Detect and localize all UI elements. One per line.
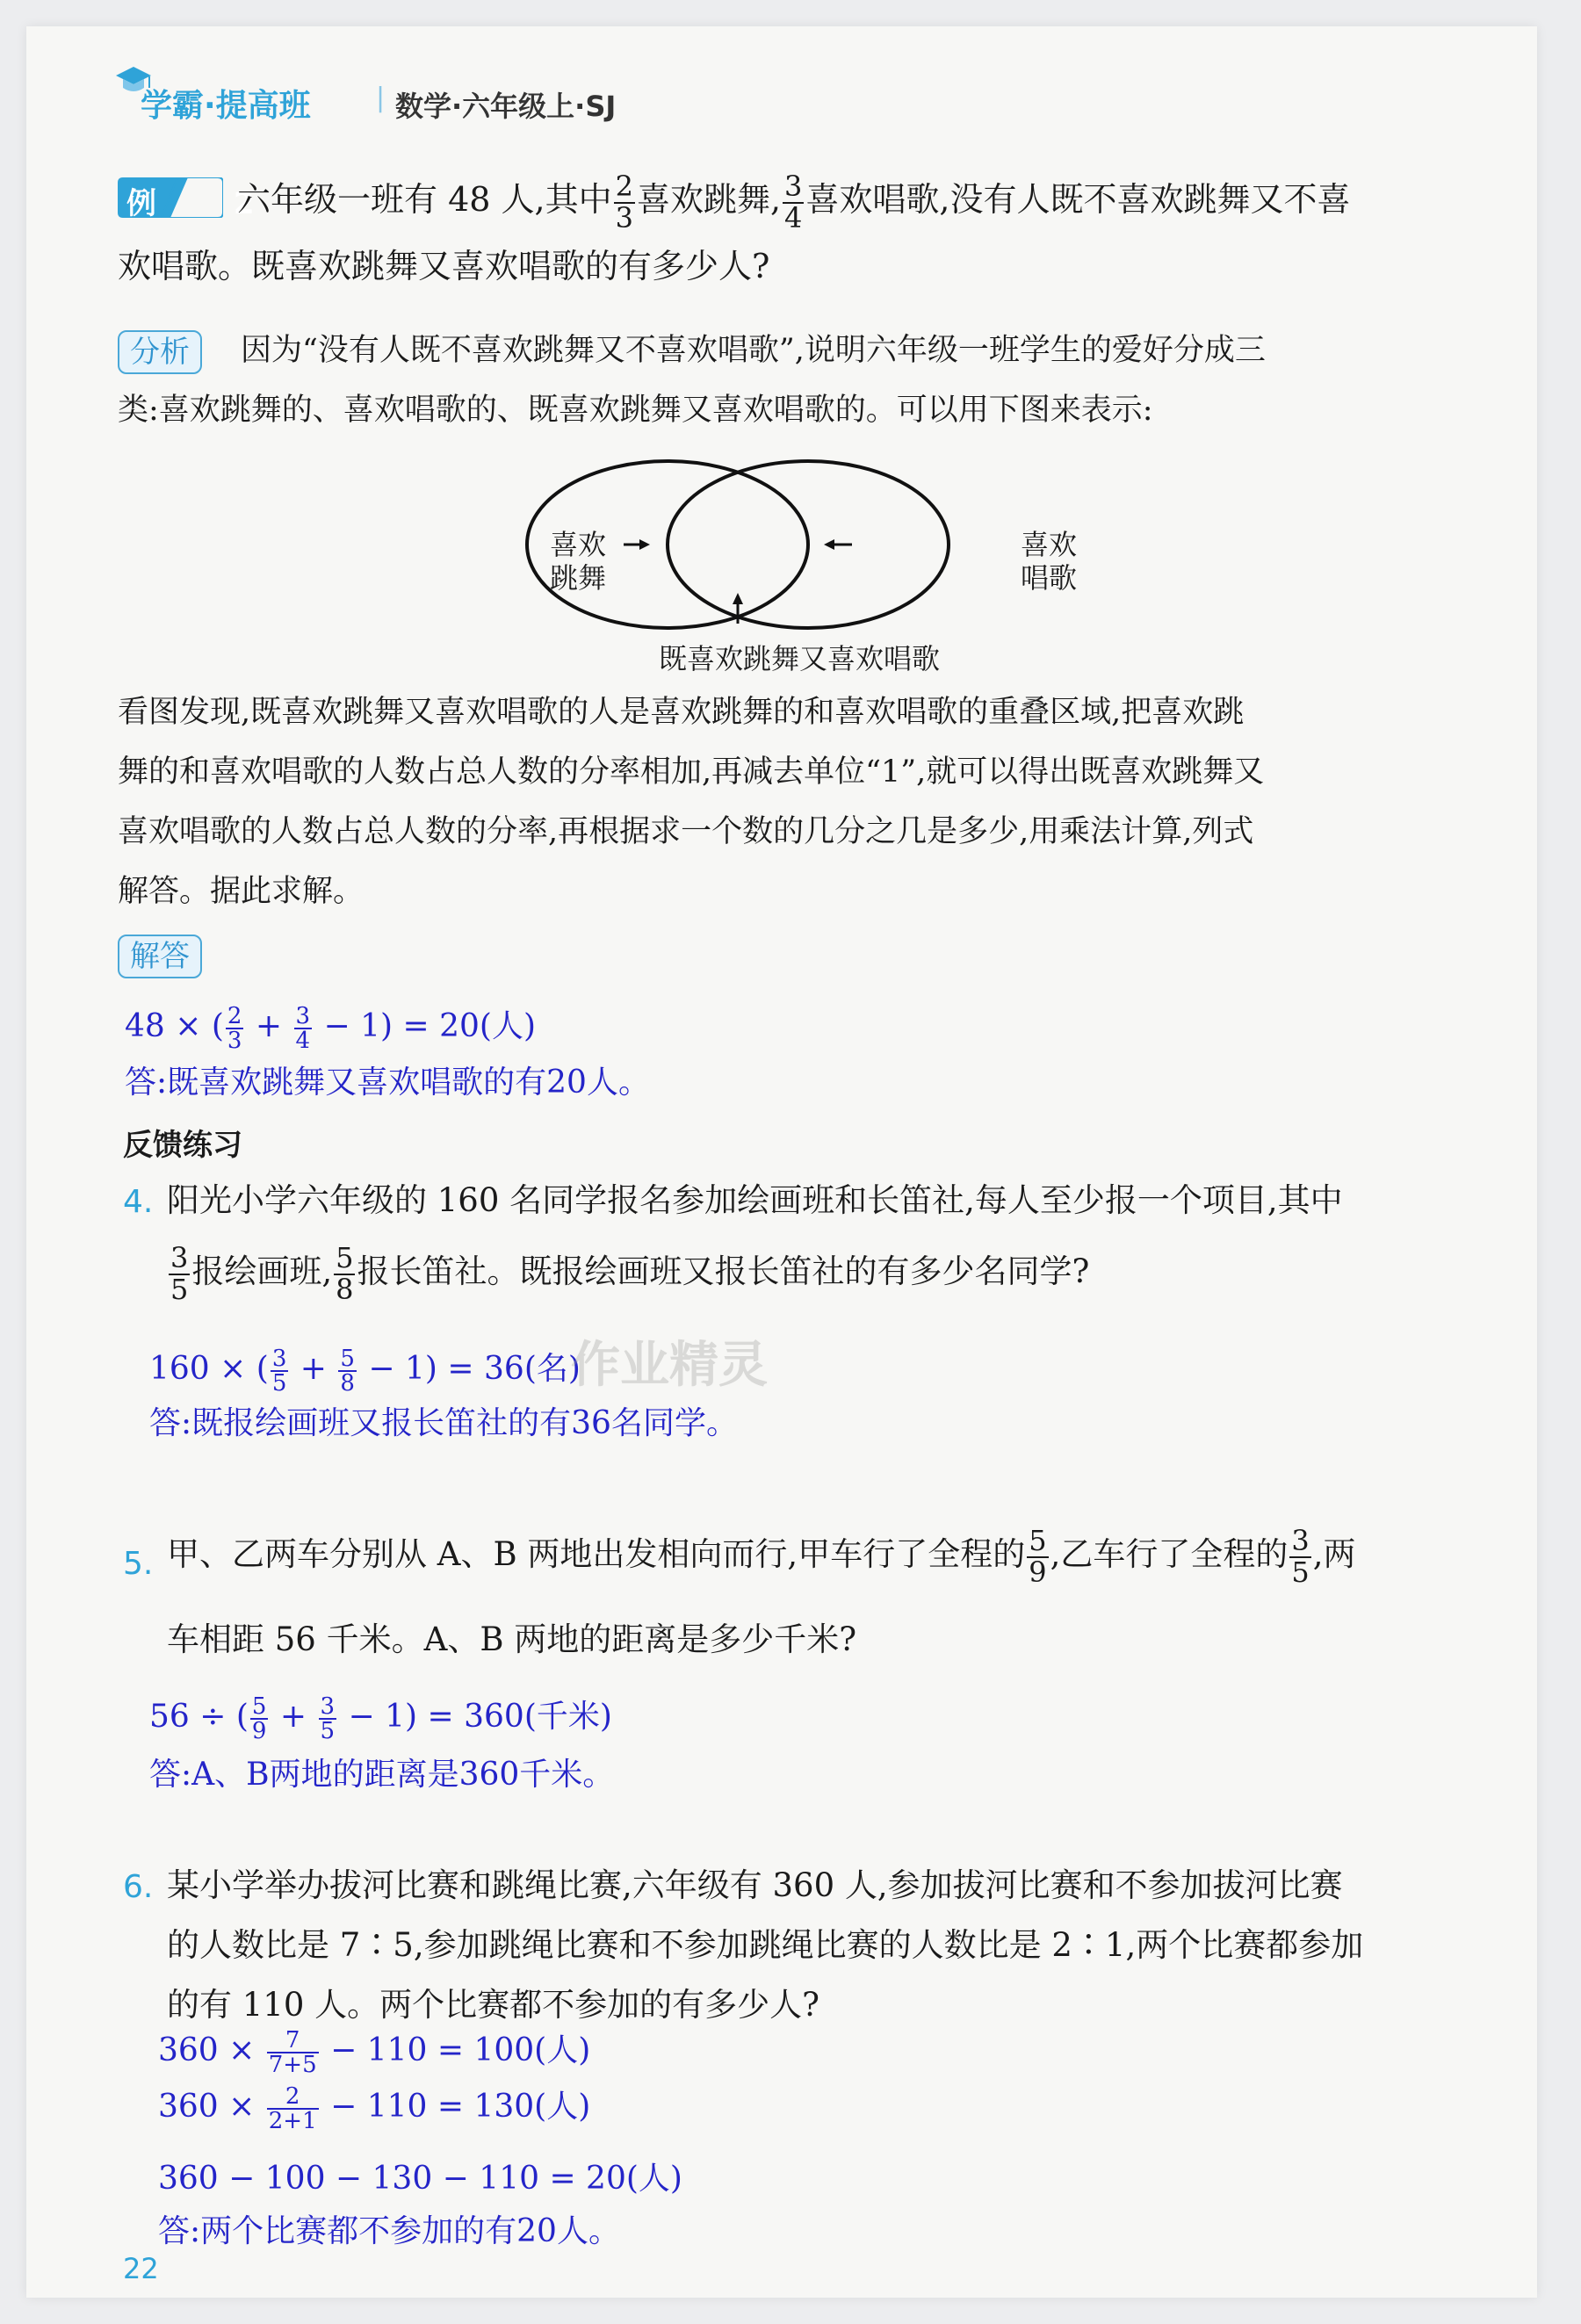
analysis-paragraph-4: 解答。据此求解。 (118, 874, 365, 909)
q6-number: 6. (123, 1869, 154, 1905)
q6-equation-3: 360 − 100 − 130 − 110 = 20(人) (158, 2161, 682, 2197)
venn-right-label-2: 唱歌 (1021, 561, 1078, 595)
q5-answer: 答:A、B两地的距离是360千米。 (149, 1757, 615, 1793)
analysis-paragraph-3: 喜欢唱歌的人数占总人数的分率,再根据求一个数的几分之几是多少,用乘法计算,列式 (118, 814, 1254, 849)
header-divider: | (376, 83, 386, 113)
example-question-line2: 欢唱歌。既喜欢跳舞又喜欢唱歌的有多少人? (118, 247, 770, 285)
page-number: 22 (123, 2252, 159, 2285)
header-subject: 数学·六年级上·SJ (395, 90, 617, 123)
q4-number: 4. (123, 1184, 154, 1220)
q4-equation: 160 × ( $\frac{3}{5}$ + $\frac{5}{8}$ − 1) = 36(名) (149, 1346, 581, 1397)
q5-line1: 甲、乙两车分别从 A、B 两地出发相向而行,甲车行了全程的 $\frac{5}{9}$ ,乙车行了全程的 $\frac{3}{5}$ ,两 (167, 1524, 1356, 1589)
analysis-paragraph-1: 看图发现,既喜欢跳舞又喜欢唱歌的人是喜欢跳舞的和喜欢唱歌的重叠区域,把喜欢跳 (118, 695, 1245, 730)
q5-equation: 56 ÷ ( $\frac{5}{9}$ + $\frac{3}{5}$ − 1) = 360(千米) (149, 1693, 612, 1744)
q4-line1: 阳光小学六年级的 160 名同学报名参加绘画班和长笛社,每人至少报一个项目,其中 (167, 1181, 1343, 1219)
analysis-paragraph-2: 舞的和喜欢唱歌的人数占总人数的分率相加,再减去单位“1”,就可以得出既喜欢跳舞又 (118, 754, 1265, 790)
page (26, 26, 1537, 2298)
example-badge (118, 177, 288, 221)
q6-line1: 某小学举办拔河比赛和跳绳比赛,六年级有 360 人,参加拔河比赛和不参加拔河比赛 (167, 1866, 1343, 1904)
q5-number: 5. (123, 1546, 154, 1582)
q5-line2: 车相距 56 千米。A、B 两地的距离是多少千米? (167, 1620, 857, 1658)
example-badge-label: 例 2 (126, 186, 288, 221)
q6-line2: 的人数比是 7∶5,参加跳绳比赛和不参加跳绳比赛的人数比是 2∶1,两个比赛都参加 (167, 1926, 1364, 1964)
solution-tag: 解答 (118, 935, 202, 978)
watermark: 作业精灵 (571, 1337, 768, 1394)
q6-answer: 答:两个比赛都不参加的有20人。 (158, 2213, 620, 2249)
venn-left-label-1: 喜欢 (550, 528, 607, 561)
venn-right-label-1: 喜欢 (1021, 528, 1078, 561)
solution-equation: 48 × ( $\frac{2}{3}$ + $\frac{3}{4}$ − 1) = 20(人) (125, 1003, 537, 1054)
q4-answer: 答:既报绘画班又报长笛社的有36名同学。 (149, 1405, 738, 1441)
venn-left-label-2: 跳舞 (550, 561, 607, 595)
analysis-tag: 分析 (118, 330, 202, 374)
header-brand: 学霸·提高班 (141, 88, 311, 124)
analysis-line2: 类:喜欢跳舞的、喜欢唱歌的、既喜欢跳舞又喜欢唱歌的。可以用下图来表示: (118, 393, 1153, 428)
q6-line3: 的有 110 人。两个比赛都不参加的有多少人? (167, 1986, 819, 2024)
q6-equation-1: 360 × $\frac{7}{7+5}$ − 110 = 100(人) (158, 2027, 591, 2078)
example-question-line1: 六年级一班有 48 人,其中 $\frac{2}{3}$ 喜欢跳舞, $\frac{3}{4}$ 喜欢唱歌,没有人既不喜欢跳舞又不喜 (237, 170, 1351, 235)
q4-line2: $\frac{3}{5}$ 报绘画班, $\frac{5}{8}$ 报长笛社。既报绘画班又报长笛社的有多少名同学? (170, 1241, 1090, 1306)
feedback-title: 反馈练习 (123, 1128, 242, 1163)
venn-bottom-label: 既喜欢跳舞又喜欢唱歌 (659, 642, 941, 675)
q6-equation-2: 360 × $\frac{2}{2+1}$ − 110 = 130(人) (158, 2083, 591, 2134)
solution-answer: 答:既喜欢跳舞又喜欢唱歌的有20人。 (125, 1065, 650, 1101)
analysis-line1: 因为“没有人既不喜欢跳舞又不喜欢唱歌”,说明六年级一班学生的爱好分成三 (241, 333, 1266, 368)
